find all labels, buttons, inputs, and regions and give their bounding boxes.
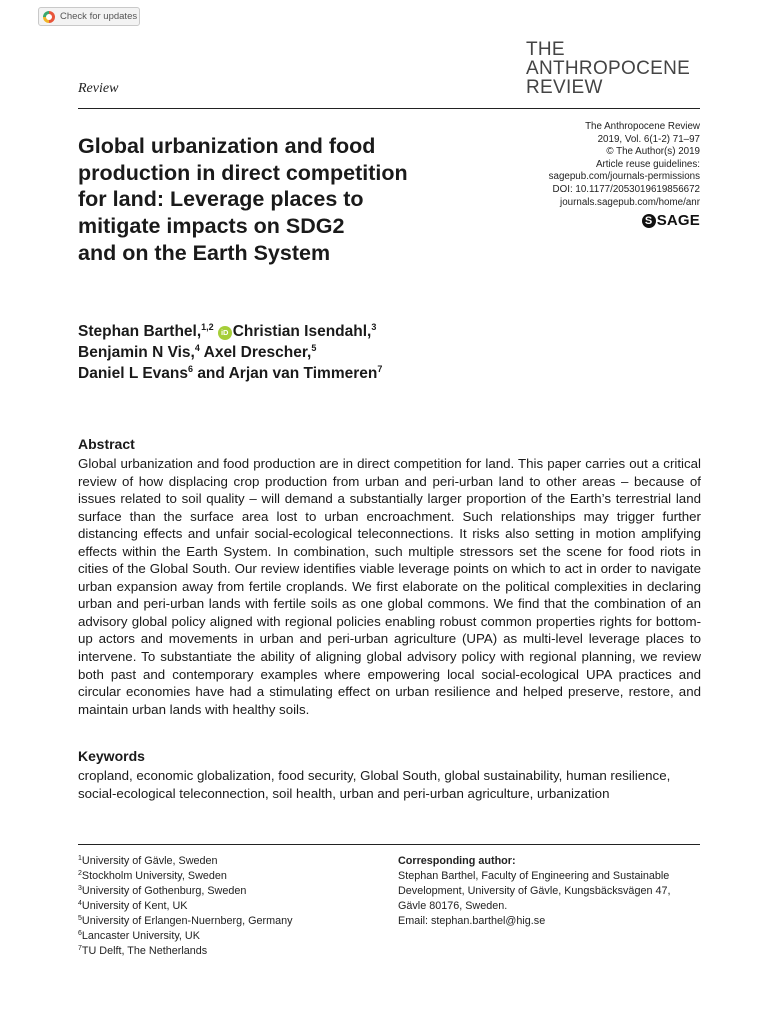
article-type-label: Review	[78, 81, 119, 96]
affiliation-ref: 1,2	[201, 322, 214, 332]
journal-info	[549, 121, 700, 209]
journal-logo	[526, 40, 690, 97]
affiliation-text: University of Gävle, Sweden	[81, 855, 218, 867]
affiliation-item	[78, 899, 293, 914]
affiliation-number: 2	[78, 870, 82, 877]
affiliation-item	[78, 944, 293, 959]
affiliation-number: 4	[78, 900, 82, 907]
orcid-icon[interactable]: iD	[218, 326, 232, 340]
affiliation-number: 3	[78, 885, 82, 892]
abstract-heading: Abstract	[78, 436, 135, 452]
title-line: for land: Leverage places to	[78, 187, 364, 212]
corresponding-author-email[interactable]: Email: stephan.barthel@hig.se	[398, 915, 546, 927]
affiliation-list	[78, 854, 293, 959]
footer-divider	[78, 844, 700, 845]
affiliation-text: University of Erlangen-Nuernberg, Germany	[81, 915, 293, 927]
affiliation-item	[78, 914, 293, 929]
corresponding-author-heading: Corresponding author:	[398, 855, 516, 867]
reuse-link[interactable]: sagepub.com/journals-permissions	[548, 171, 700, 183]
crossmark-icon	[43, 11, 55, 23]
logo-line-1: THE	[526, 39, 565, 60]
logo-line-2: ANTHROPOCENE	[526, 58, 691, 79]
author-conjunction: and	[197, 365, 225, 382]
author-list	[78, 321, 382, 384]
affiliation-ref: 6	[187, 364, 193, 374]
copyright: © The Author(s) 2019	[606, 146, 700, 158]
author-name: Axel Drescher,	[203, 344, 312, 361]
affiliation-number: 5	[78, 915, 82, 922]
author-name: Stephan Barthel,	[78, 323, 202, 340]
title-line: and on the Earth System	[78, 240, 331, 265]
abstract-text: Global urbanization and food production are in direct competition for land. This paper carries out a critical review of how displacing crop production from urban and peri-urban land to other areas – because of issues related to soil quality – will demand a substantially larger proportion of the Earth’s terrestrial land surface than the surface area lost to urban encroachment. Such relationships may trigger further distancing effects and unfair social-ecological teleconnections. It risks also setting in motion amplifying effects within the Earth System. In combination, such multiple stressors set the scene for food riots in cities of the Global South. Our review identifies viable leverage points on which to act in order to navigate urban expansion away from fertile croplands. We first elaborate on the political complexities in declaring urban and peri-urban lands with fertile soils as one global commons. We find that the combination of an advisory global policy aligned with regional policies enabling robust common properties rights for bottom-up actors and movements in urban and peri-urban agriculture (UPA) as multi-level leverage places to intervene. To substantiate the ability of aligning global advisory policy with regional planning, we review both past and contemporary examples where empowering local social-ecological UPA practices and circular economies have had a stimulating effect on urban resilience and helped preserve, restore, and maintain urban lands with healthy soils.	[78, 456, 701, 717]
check-for-updates-label: Check for updates	[60, 11, 138, 22]
author-line	[78, 321, 382, 342]
corresponding-author-line: Gävle 80176, Sweden.	[398, 900, 508, 912]
corresponding-author	[398, 854, 698, 929]
author-name: Benjamin N Vis,	[78, 344, 195, 361]
affiliation-ref: 4	[194, 343, 200, 353]
check-for-updates-button[interactable]	[38, 7, 140, 26]
affiliation-number: 1	[78, 855, 82, 862]
affiliation-ref: 5	[311, 343, 317, 353]
author-line	[78, 363, 382, 384]
affiliation-item	[78, 929, 293, 944]
corresponding-author-line: Development, University of Gävle, Kungsbäcksvägen 47,	[398, 885, 671, 897]
keywords-text: cropland, economic globalization, food security, Global South, global sustainability, human resilience, social-ecological teleconnection, soil health, urban and peri-urban agriculture, urbanization	[78, 768, 671, 801]
corresponding-author-line: Stephan Barthel, Faculty of Engineering and Sustainable	[398, 870, 670, 882]
affiliation-item	[78, 884, 293, 899]
citation: 2019, Vol. 6(1-2) 71–97	[597, 133, 700, 145]
doi[interactable]: DOI: 10.1177/2053019619856672	[552, 183, 700, 195]
author-line	[78, 342, 382, 363]
title-line: mitigate impacts on SDG2	[78, 214, 345, 239]
sage-logo-icon: S	[642, 214, 656, 228]
affiliation-text: Lancaster University, UK	[81, 930, 200, 942]
reuse-label: Article reuse guidelines:	[595, 158, 700, 170]
affiliation-text: University of Gothenburg, Sweden	[81, 885, 247, 897]
logo-line-3: REVIEW	[526, 77, 603, 98]
header-divider	[78, 108, 700, 109]
journal-home-link[interactable]: journals.sagepub.com/home/anr	[560, 196, 700, 208]
affiliation-ref: 7	[377, 364, 383, 374]
publisher-logo	[642, 212, 700, 229]
author-name: Christian Isendahl,	[232, 323, 372, 340]
publisher-name: SAGE	[656, 212, 700, 229]
affiliation-number: 6	[78, 930, 82, 937]
title-line: Global urbanization and food	[78, 134, 376, 158]
affiliation-item	[78, 854, 293, 869]
affiliation-number: 7	[78, 945, 82, 952]
affiliation-text: Stockholm University, Sweden	[81, 870, 227, 882]
author-name: Arjan van Timmeren	[228, 365, 378, 382]
affiliation-ref: 3	[371, 322, 377, 332]
keywords-heading: Keywords	[78, 748, 145, 764]
title-line: production in direct competition	[78, 160, 408, 185]
affiliation-text: University of Kent, UK	[81, 900, 188, 912]
author-name: Daniel L Evans	[78, 365, 188, 382]
journal-name: The Anthropocene Review	[585, 121, 700, 132]
article-title	[78, 133, 498, 267]
affiliation-text: TU Delft, The Netherlands	[81, 945, 208, 957]
affiliation-item	[78, 869, 293, 884]
